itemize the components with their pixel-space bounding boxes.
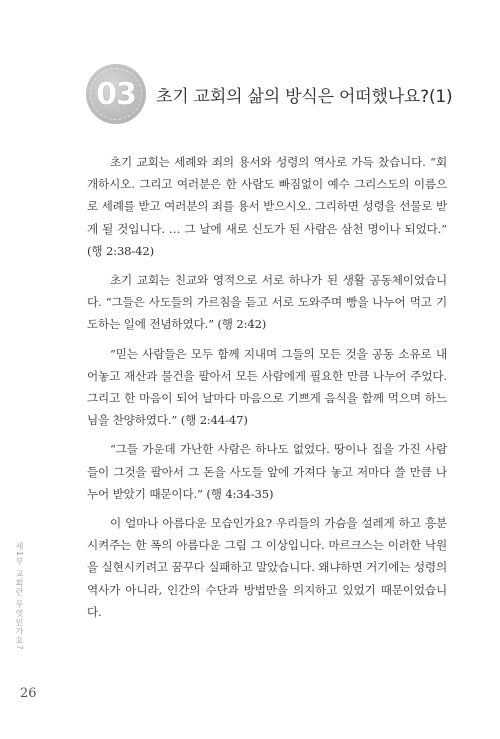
paragraph: “믿는 사람들은 모두 함께 지내며 그들의 모든 것을 공동 소유로 내어놓고 재산과 물건을 팔아서 모든 사람에게 필요한 만큼 나누어 주었다. 그리고 한 마음이 되어 날마다 마음으로 기쁘게 음식을 함께 먹으며 하느님을 찬양하였다.” (행 2:44-47) — [87, 346, 447, 428]
body-text — [87, 151, 447, 630]
paragraph: 초기 교회는 친교와 영적으로 서로 하나가 된 생활 공동체이었습니다. “그들은 사도들의 가르침을 듣고 서로 도와주며 빵을 나누어 먹고 기도하는 일에 전념하였다.” (행 2:42) — [87, 273, 447, 332]
paragraph: “그들 가운데 가난한 사람은 하나도 없었다. 땅이나 집을 가진 사람들이 그것을 팔아서 그 돈을 사도들 앞에 가져다 놓고 저마다 쓸 만큼 나누어 받았기 때문이다.” (행 4:34-35) — [87, 442, 447, 501]
chapter-heading — [86, 64, 452, 124]
chapter-title: 초기 교회의 삶의 방식은 어떠했나요?(1) — [156, 86, 453, 107]
paragraph: 이 얼마나 아름다운 모습인가요? 우리들의 가슴을 설레게 하고 흥분시켜주는 한 폭의 아름다운 그림 그 이상입니다. 마르크스는 이러한 낙원을 실현시키려고 꿈꾸다 실패하고 말았습니다. 왜냐하면 거기에는 성령의 역사가 아니라, 인간의 수단과 방법만을 의지하고 있었기 때문이었습니다. — [87, 516, 447, 619]
chapter-number: 03 — [96, 76, 136, 112]
page-number: 26 — [20, 686, 37, 701]
chapter-number-badge — [86, 64, 146, 124]
running-header: 세1부 교회란 무엇인가요? — [15, 542, 24, 651]
paragraph: 초기 교회는 세례와 죄의 용서와 성령의 역사로 가득 찼습니다. “회개하시오. 그리고 여러분은 한 사람도 빠짐없이 예수 그리스도의 이름으로 세례를 받고 여러분의 죄를 용서 받으시오. 그리하면 성령을 선물로 받게 될 것입니다. … 그 날에 새로 신도가 된 사람은 삼천 명이나 되었다.” (행 2:38-42) — [87, 155, 447, 258]
